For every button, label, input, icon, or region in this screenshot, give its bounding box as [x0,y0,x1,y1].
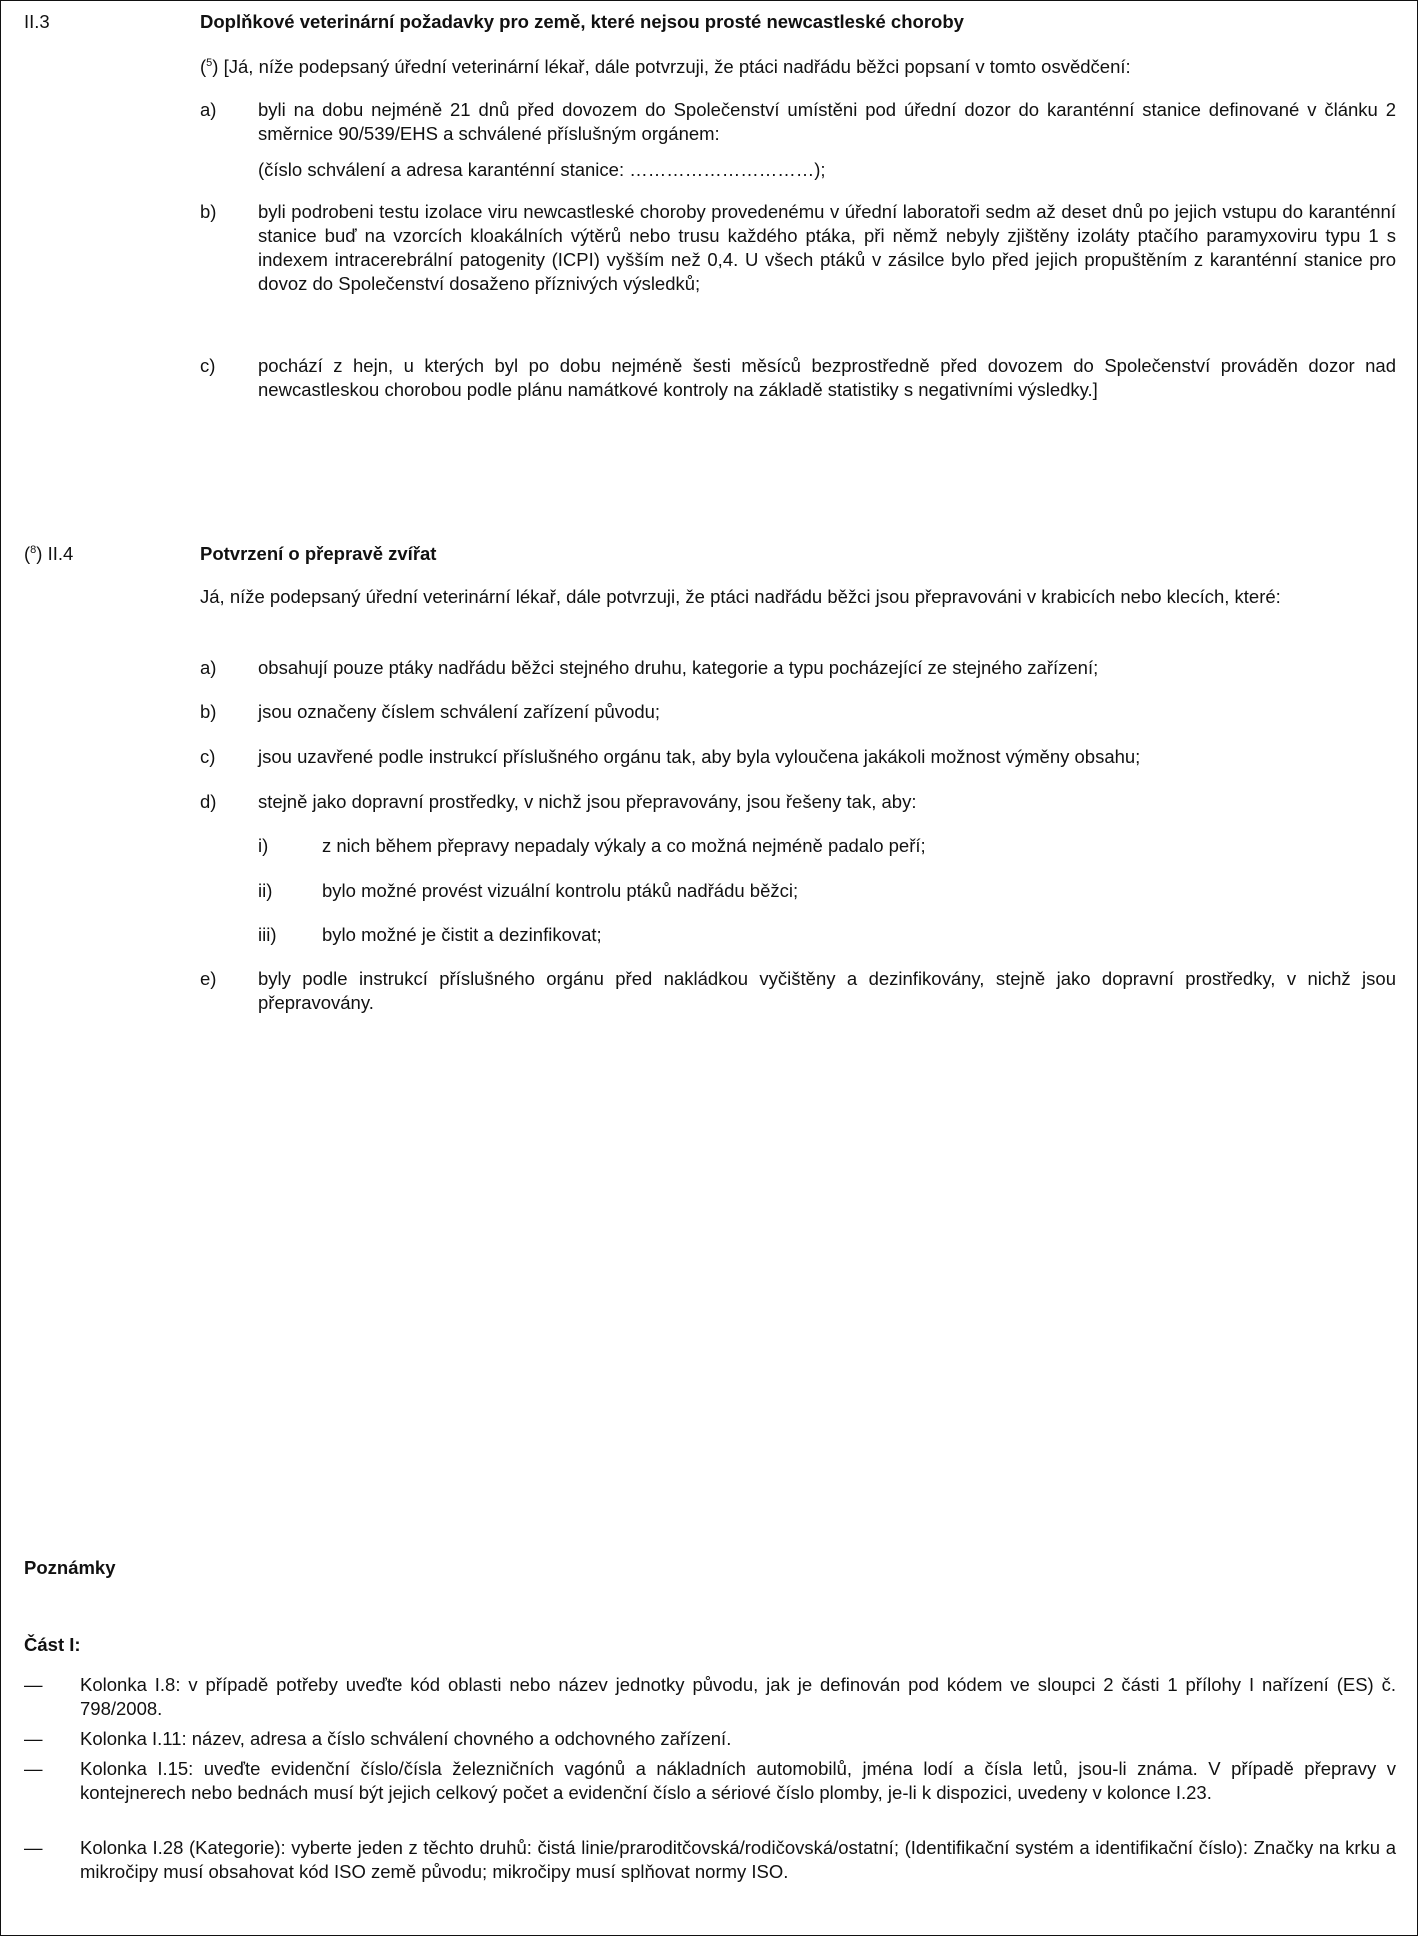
item-text-e: byly podle instrukcí příslušného orgánu před nakládkou vyčištěny a dezinfikovány, stejně jako dopravní prostředky, v nichž jsou přepravovány. [258,968,1396,1013]
dash-bullet: — [24,1837,43,1858]
item-text-d: stejně jako dopravní prostředky, v nichž jsou přepravovány, jsou řešeny tak, aby: [258,791,917,812]
item-label-c: c) [200,746,216,767]
note-item: Kolonka I.11: název, adresa a číslo schválení chovného a odchovného zařízení. [80,1728,732,1749]
item-label-b: b) [200,201,217,222]
dash-bullet: — [24,1758,43,1779]
footnote-ref: 5 [206,56,213,69]
subitem-text-iii: bylo možné je čistit a dezinfikovat; [322,924,602,945]
section-number-ii3: II.3 [24,11,50,32]
dash-bullet: — [24,1674,43,1695]
intro-text: [Já, níže podepsaný úřední veterinární lékař, dále potvrzuji, že ptáci nadřádu běžci popsaní v tomto osvědčení: [223,56,1131,77]
item-label-a: a) [200,657,217,678]
approval-line: (číslo schválení a adresa karanténní stanice: …………………………); [258,159,826,180]
note-item: Kolonka I.28 (Kategorie): vyberte jeden z těchto druhů: čistá linie/praroditčovská/rodičovská/ostatní; (Identifikační systém a identifikační číslo): Značky na krku a mikročipy musí obsahovat kód ISO země původu; mikročipy musí splňovat normy ISO. [80,1837,1396,1882]
section-number-ii4: ($^8$) II.4 [24,543,74,564]
item-label-a: a) [200,99,217,120]
item-text-a: obsahují pouze ptáky nadřádu běžci stejného druhu, kategorie a typu pocházející ze stejného zařízení; [258,657,1099,678]
item-text-a: byli na dobu nejméně 21 dnů před dovozem do Společenství umístěni pod úřední dozor do karanténní stanice definované v článku 2 směrnice 90/539/EHS a schválené příslušným orgánem: [258,99,1396,144]
dash-bullet: — [24,1728,43,1749]
item-text-c: jsou uzavřené podle instrukcí příslušného orgánu tak, aby byla vyloučena jakákoli možnost výměny obsahu; [258,746,1141,767]
section-intro-ii4: Já, níže podepsaný úřední veterinární lékař, dále potvrzuji, že ptáci nadřádu běžci jsou přepravováni v krabicích nebo klecích, které: [200,586,1281,607]
item-text-b: byli podrobeni testu izolace viru newcastleské choroby provedenému v úřední laboratoři sedm až deset dnů po jejich vstupu do karanténní stanice buď na vzorcích kloakálních výtěrů nebo trusu každého ptáka, při němž nebyly zjištěny izoláty ptačího paramyxoviru typu 1 s indexem intracerebrální patogenity (ICPI) vyšším než 0,4. U všech ptáků v zásilce bylo před jejich propuštěním z karanténní stanice pro dovoz do Společenství dosaženo příznivých výsledků; [258,201,1396,294]
section-number-text: II.4 [47,543,74,564]
item-text-c: pochází z hejn, u kterých byl po dobu nejméně šesti měsíců bezprostředně před dovozem do Společenství prováděn dozor nad newcastleskou chorobou podle plánu namátkové kontroly na základě statistiky s negativními výsledky.] [258,355,1396,400]
notes-part-heading: Část I: [24,1634,81,1655]
notes-title: Poznámky [24,1557,116,1578]
item-label-b: b) [200,701,217,722]
footnote-ref: 8 [30,543,37,556]
subitem-label-iii: iii) [258,924,277,945]
item-label-d: d) [200,791,217,812]
note-item: Kolonka I.15: uveďte evidenční číslo/čísla železničních vagónů a nákladních automobilů, jména lodí a čísla letů, jsou-li známa. V případě přepravy v kontejnerech nebo bednách musí být jejich celkový počet a evidenční číslo a sériové číslo plomby, je-li k dispozici, uvedeny v kolonce I.23. [80,1758,1396,1803]
note-item: Kolonka I.8: v případě potřeby uveďte kód oblasti nebo název jednotky původu, jak je definován pod kódem ve sloupci 2 části 1 přílohy I nařízení (ES) č. 798/2008. [80,1674,1396,1719]
section-heading-ii4: Potvrzení o přepravě zvířat [200,543,437,564]
item-text-b: jsou označeny číslem schválení zařízení původu; [258,701,661,722]
subitem-text-ii: bylo možné provést vizuální kontrolu ptáků nadřádu běžci; [322,880,799,901]
section-heading-ii3: Doplňkové veterinární požadavky pro země, které nejsou prosté newcastleské choroby [200,11,964,32]
item-label-e: e) [200,968,217,989]
subitem-text-i: z nich během přepravy nepadaly výkaly a co možná nejméně padalo peří; [322,835,926,856]
subitem-label-ii: ii) [258,880,273,901]
item-label-c: c) [200,355,216,376]
subitem-label-i: i) [258,835,269,856]
section-intro-ii3: ($^5$) [Já, níže podepsaný úřední veterinární lékař, dále potvrzuji, že ptáci nadřádu běžci popsaní v tomto osvědčení: [200,56,1131,77]
